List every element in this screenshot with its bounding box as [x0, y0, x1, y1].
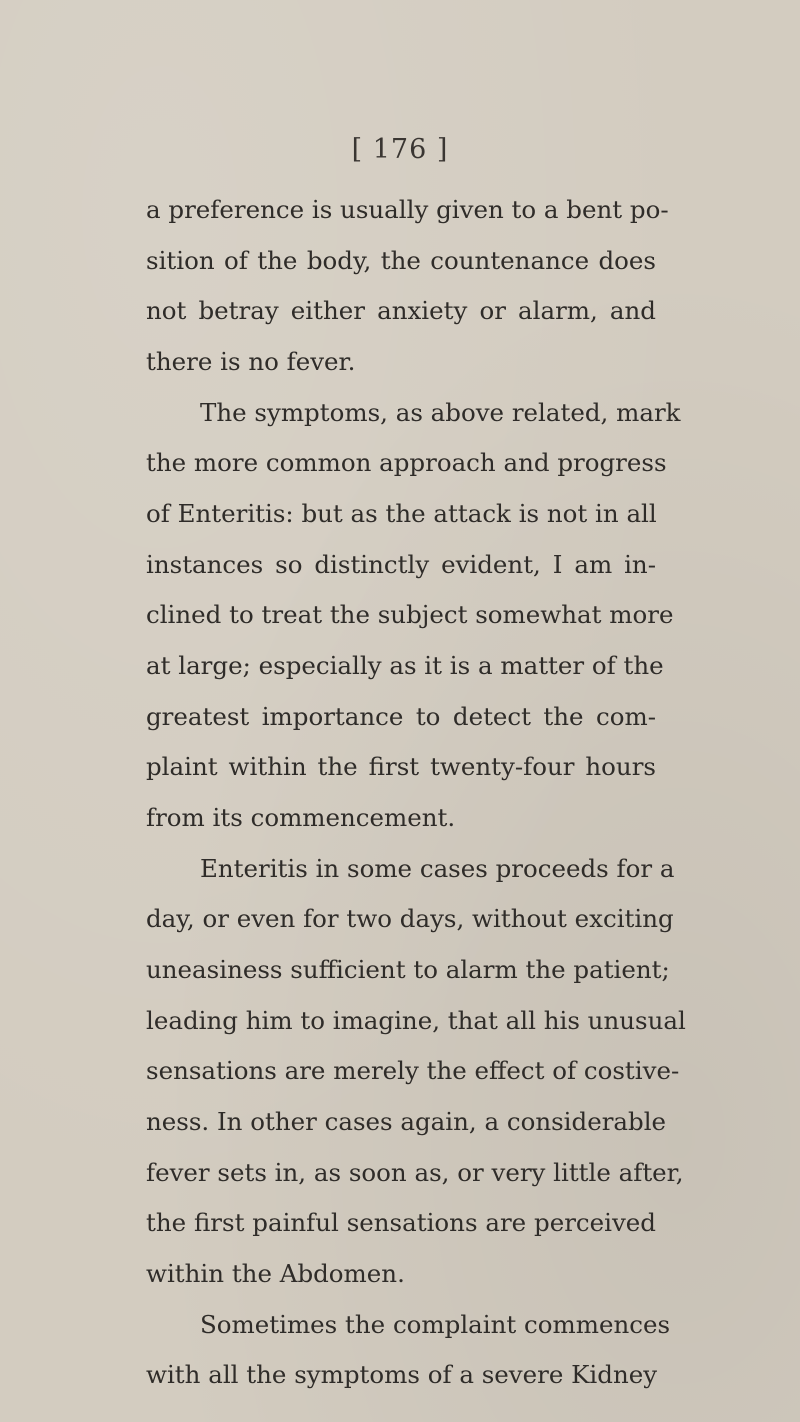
text-line: greatest importance to detect the com-	[146, 702, 656, 731]
text-line: day, or even for two days, without exciting	[146, 904, 674, 933]
text-line: The symptoms, as above related, mark	[200, 398, 681, 427]
text-line: there is no fever.	[146, 347, 356, 376]
text-line: Sometimes the complaint commences	[200, 1310, 671, 1339]
text-line: clined to treat the subject somewhat more	[146, 600, 674, 629]
text-line: of Enteritis: but as the attack is not in all	[146, 499, 657, 528]
text-line: within the Abdomen.	[146, 1259, 405, 1288]
text-line: sition of the body, the countenance does	[146, 246, 656, 275]
text-line: from its commencement.	[146, 803, 456, 832]
text-line: leading him to imagine, that all his unusual	[146, 1006, 686, 1035]
text-line: not betray either anxiety or alarm, and	[146, 296, 656, 325]
text-line: fever sets in, as soon as, or very little after,	[146, 1158, 684, 1187]
text-line: uneasiness sufficient to alarm the patient;	[146, 955, 670, 984]
text-line: Enteritis in some cases proceeds for a	[200, 854, 675, 883]
text-line: the more common approach and progress	[146, 448, 667, 477]
text-line: instances so distinctly evident, I am in-	[146, 550, 656, 579]
text-line: sensations are merely the effect of costive-	[146, 1056, 680, 1085]
page-number: [ 176 ]	[351, 134, 449, 165]
text-line: plaint within the first twenty-four hours	[146, 752, 656, 781]
text-line: ness. In other cases again, a considerable	[146, 1107, 667, 1136]
text-line: a preference is usually given to a bent po-	[146, 195, 669, 224]
text-line: at large; especially as it is a matter of the	[146, 651, 664, 680]
text-line: the first painful sensations are perceived	[146, 1208, 656, 1237]
text-line: with all the symptoms of a severe Kidney	[146, 1360, 658, 1389]
